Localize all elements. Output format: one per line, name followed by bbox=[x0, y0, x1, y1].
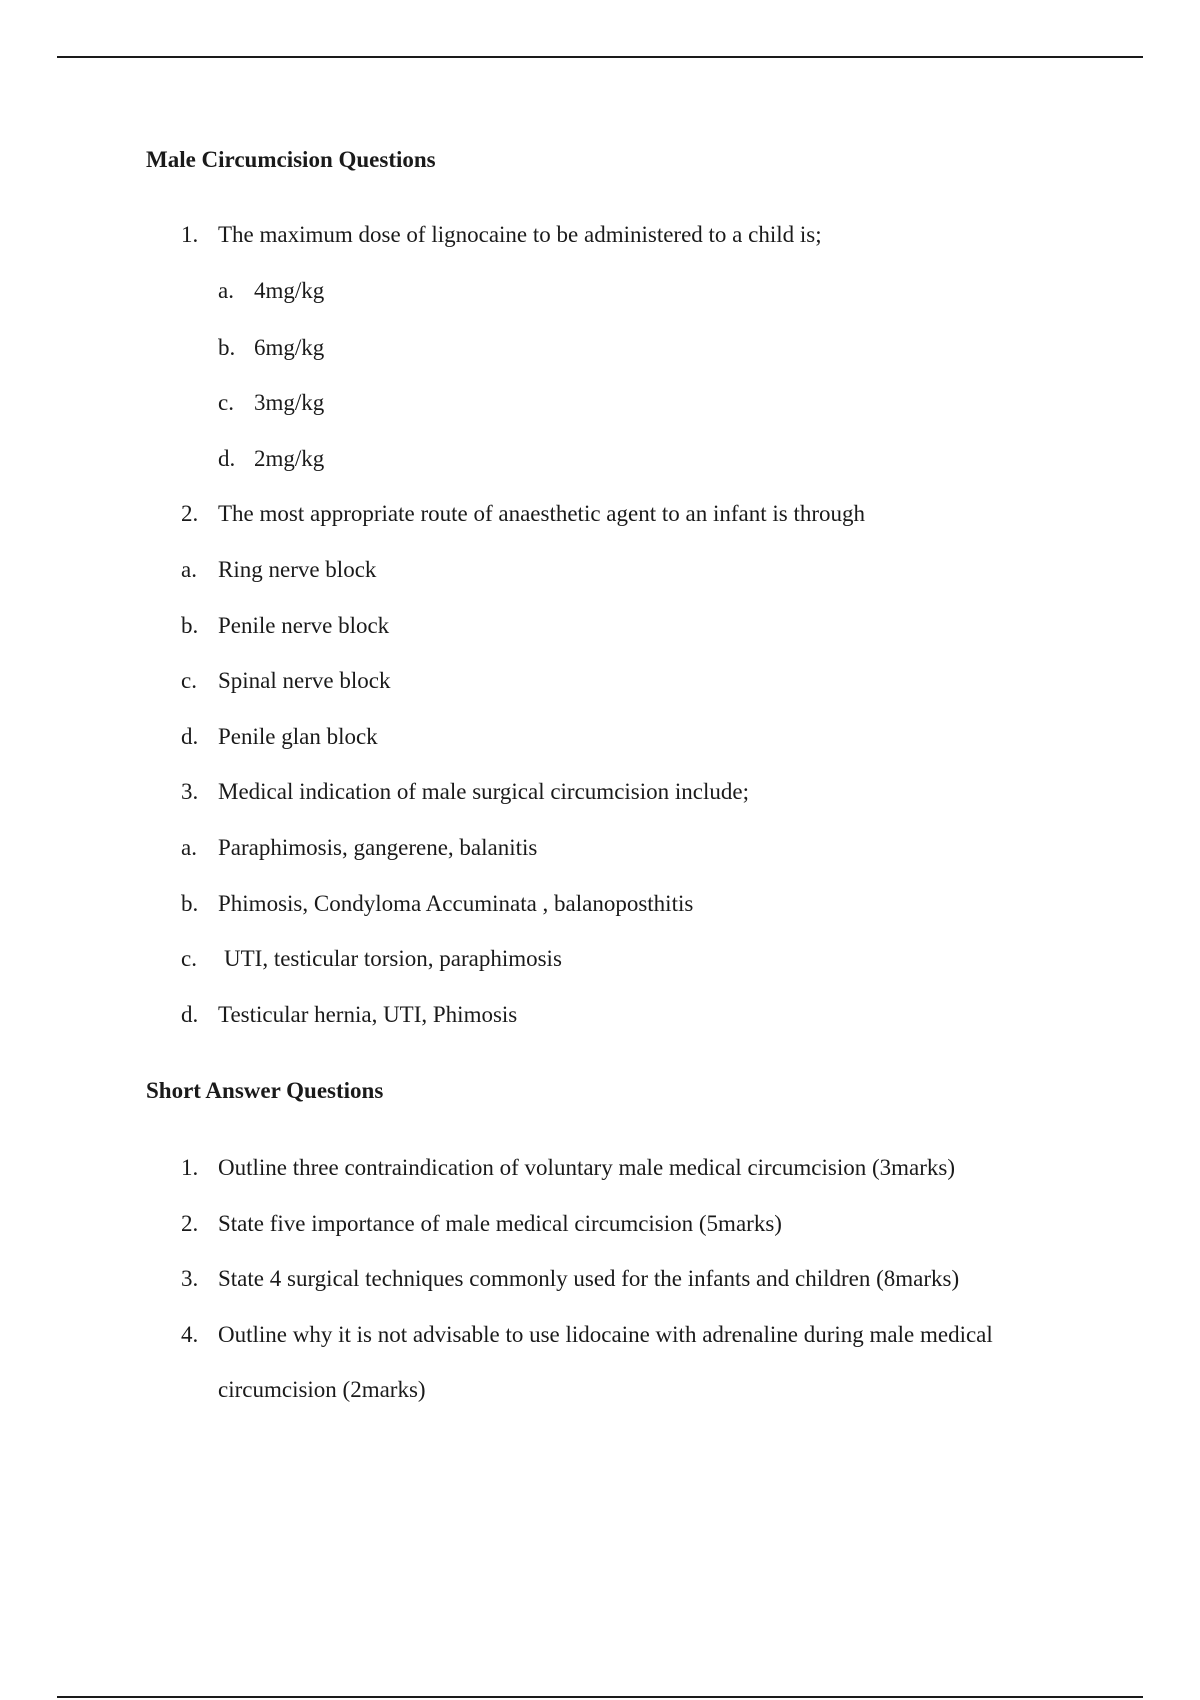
option-text: 6mg/kg bbox=[254, 335, 325, 360]
question-number: 2. bbox=[181, 1211, 199, 1236]
question-text: The maximum dose of lignocaine to be administered to a child is; bbox=[218, 222, 822, 247]
option-letter: c. bbox=[181, 946, 197, 971]
option-text: Spinal nerve block bbox=[218, 668, 391, 693]
option-text: Ring nerve block bbox=[218, 557, 377, 582]
option-text: Phimosis, Condyloma Accuminata , balanoposthitis bbox=[218, 891, 694, 916]
question-text: Outline why it is not advisable to use lidocaine with adrenaline during male medical bbox=[218, 1322, 993, 1347]
option-letter: c. bbox=[218, 390, 234, 415]
option-text: Penile nerve block bbox=[218, 613, 390, 638]
option-letter: b. bbox=[181, 613, 199, 638]
question-number: 1. bbox=[181, 222, 199, 247]
option-text: Testicular hernia, UTI, Phimosis bbox=[218, 1002, 518, 1027]
question-text: Outline three contraindication of voluntary male medical circumcision (3marks) bbox=[218, 1155, 956, 1180]
option-letter: d. bbox=[218, 446, 236, 471]
option-text: 2mg/kg bbox=[254, 446, 325, 471]
question-text-continuation: circumcision (2marks) bbox=[218, 1377, 426, 1402]
option-text: Penile glan block bbox=[218, 724, 378, 749]
option-letter: a. bbox=[181, 835, 197, 860]
header-rule bbox=[57, 56, 1143, 58]
question-number: 2. bbox=[181, 501, 199, 526]
option-text: 4mg/kg bbox=[254, 278, 325, 303]
option-letter: b. bbox=[181, 891, 199, 916]
option-letter: d. bbox=[181, 724, 199, 749]
option-text: 3mg/kg bbox=[254, 390, 325, 415]
section-title-short-answer: Short Answer Questions bbox=[146, 1078, 384, 1103]
question-text: State 4 surgical techniques commonly used for the infants and children (8marks) bbox=[218, 1266, 960, 1291]
question-number: 3. bbox=[181, 1266, 199, 1291]
question-number: 4. bbox=[181, 1322, 199, 1347]
question-number: 1. bbox=[181, 1155, 199, 1180]
option-letter: a. bbox=[181, 557, 197, 582]
question-number: 3. bbox=[181, 779, 199, 804]
question-text: State five importance of male medical circumcision (5marks) bbox=[218, 1211, 782, 1236]
option-letter: c. bbox=[181, 668, 197, 693]
section-title-mcq: Male Circumcision Questions bbox=[146, 147, 436, 172]
option-letter: b. bbox=[218, 335, 236, 360]
option-text: Paraphimosis, gangerene, balanitis bbox=[218, 835, 538, 860]
question-text: The most appropriate route of anaesthetic agent to an infant is through bbox=[218, 501, 865, 526]
option-text: UTI, testicular torsion, paraphimosis bbox=[224, 946, 562, 971]
option-letter: d. bbox=[181, 1002, 199, 1027]
question-text: Medical indication of male surgical circumcision include; bbox=[218, 779, 749, 804]
option-letter: a. bbox=[218, 278, 234, 303]
footer-rule bbox=[57, 1696, 1143, 1698]
